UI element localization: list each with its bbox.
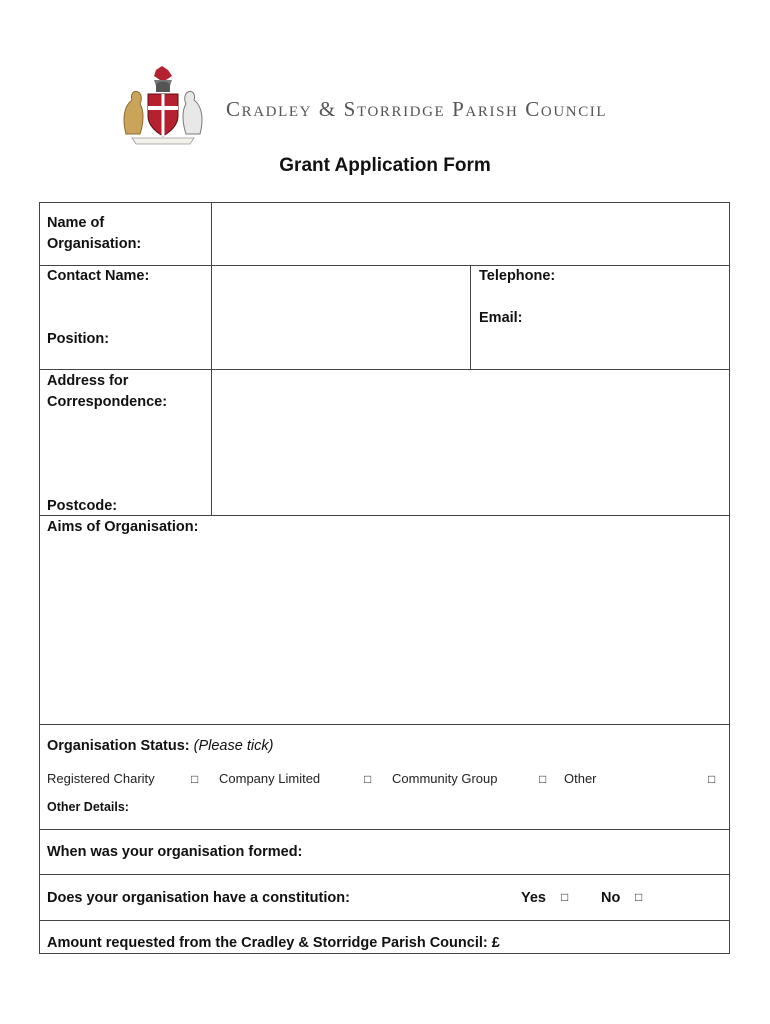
column-divider (470, 265, 471, 370)
status-hint: (Please tick) (193, 738, 274, 754)
label-position: Position: (47, 331, 110, 347)
label-constitution: Does your organisation have a constitution: (47, 890, 350, 906)
checkbox-yes[interactable]: □ (561, 890, 569, 904)
label-telephone: Telephone: (479, 268, 556, 284)
row-divider (39, 829, 730, 830)
letterhead (118, 64, 678, 148)
label-postcode: Postcode: (47, 498, 118, 514)
council-name: Cradley & Storridge Parish Council (226, 97, 608, 121)
aims-field[interactable] (41, 540, 729, 722)
option-community-group: Community Group (392, 771, 498, 786)
row-divider (39, 369, 730, 370)
checkbox-registered-charity[interactable]: □ (191, 772, 199, 786)
label-yes: Yes (521, 890, 546, 906)
checkbox-other[interactable]: □ (708, 772, 716, 786)
council-crest-logo (118, 64, 208, 148)
organisation-name-field[interactable] (213, 204, 728, 264)
option-company-limited: Company Limited (219, 771, 321, 786)
label-other-details: Other Details: (47, 800, 129, 814)
label-amount-requested: Amount requested from the Cradley & Storridge Parish Council: £ (47, 935, 500, 951)
option-registered-charity: Registered Charity (47, 771, 155, 786)
label-no: No (601, 890, 621, 906)
row-divider (39, 724, 730, 725)
row-divider (39, 874, 730, 875)
checkbox-company-limited[interactable]: □ (364, 772, 372, 786)
label-aims: Aims of Organisation: (47, 519, 199, 535)
contact-name-field[interactable] (213, 267, 469, 368)
checkbox-no[interactable]: □ (635, 890, 643, 904)
label-correspondence: Correspondence: (47, 394, 168, 410)
label-contact-name: Contact Name: (47, 268, 150, 284)
address-field[interactable] (213, 371, 728, 514)
status-title: Organisation Status: (47, 738, 190, 754)
organisation-status-heading (47, 738, 273, 754)
label-formed: When was your organisation formed: (47, 844, 303, 860)
row-divider (39, 920, 730, 921)
form-title: Grant Application Form (279, 155, 491, 176)
label-name-of: Name of (47, 215, 105, 231)
column-divider (211, 202, 212, 516)
label-email: Email: (479, 310, 523, 326)
checkbox-community-group[interactable]: □ (539, 772, 547, 786)
label-address-for: Address for (47, 373, 129, 389)
row-divider (39, 515, 730, 516)
option-other: Other (564, 771, 597, 786)
label-organisation: Organisation: (47, 236, 142, 252)
